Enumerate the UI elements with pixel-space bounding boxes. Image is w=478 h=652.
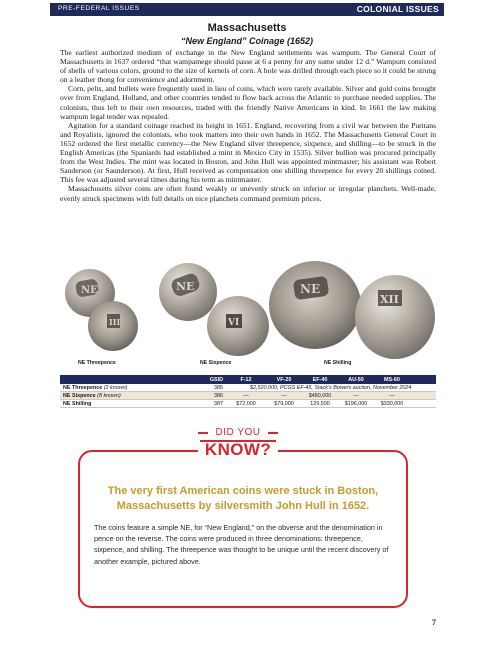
row-name: NE Threepence bbox=[63, 384, 103, 391]
row-name: NE Shilling bbox=[63, 400, 92, 407]
column-header-au50: AU-50 bbox=[348, 376, 364, 383]
badge-big-text: KNOW? bbox=[204, 440, 272, 459]
row-qualifier: (2 known) bbox=[103, 384, 128, 391]
header-section-left: PRE-FEDERAL ISSUES bbox=[58, 5, 140, 12]
auction-note: $2,520,000, PCGS EF-45, Stack’s Bowers auction, November 2024 bbox=[250, 385, 412, 391]
coin-photos bbox=[60, 260, 440, 368]
paragraph: Massachusetts silver coins are often found weakly or unevenly struck on inferior or irregular planchets. Well-made, evenly struck specimens with full details on nice planchets command premium prices. bbox=[60, 184, 436, 203]
value-cell: — bbox=[353, 392, 359, 399]
value-cell: $480,000 bbox=[308, 392, 332, 399]
coin-images bbox=[60, 260, 440, 360]
did-you-know-badge bbox=[198, 427, 278, 472]
sixpence-obverse-coin bbox=[159, 263, 217, 321]
value-cell: — bbox=[281, 392, 287, 399]
value-cell: 129,500 bbox=[310, 400, 330, 407]
stamp-ne-text: NE bbox=[300, 282, 321, 296]
value-cell: $330,000 bbox=[380, 400, 404, 407]
article-body bbox=[60, 48, 436, 203]
value-cell: $196,000 bbox=[344, 400, 368, 407]
header-section-right: COLONIAL ISSUES bbox=[356, 4, 439, 14]
value-cell: $79,000 bbox=[274, 400, 294, 407]
sixpence-reverse-coin bbox=[207, 296, 269, 356]
row-name-cell bbox=[60, 401, 206, 407]
column-header-f12: F-12 bbox=[240, 376, 252, 383]
column-header-ms60: MS-60 bbox=[384, 376, 400, 383]
paragraph: Corn, pelts, and bullets were frequently used in lieu of coins, which were rarely available. Silver and gold coins brought over from England, Holland, and other countries tended to flow back across the Atlantic to purchase needed supplies. The colonists, thus left to their own resources, traded with the friendly Native Americans in kind. In 1661 the law making wampum legal tender was repealed. bbox=[60, 84, 436, 121]
row-gsid: 385 bbox=[214, 384, 223, 391]
stamp-xii-text: XII bbox=[380, 293, 399, 306]
stamp-ne-text: NE bbox=[81, 285, 98, 296]
article-subtitle: “New England” Coinage (1652) bbox=[180, 36, 314, 46]
running-header bbox=[50, 3, 444, 16]
row-qualifier: (8 known) bbox=[97, 392, 121, 399]
row-name-cell bbox=[60, 393, 206, 399]
row-gsid: 386 bbox=[214, 392, 223, 399]
did-you-know-text: The coins feature a simple NE, for “New England,” on the obverse and the denomination in pence on the reverse. The coins were produced in three denominations: threepence, sixpence, and shilling. The threepence was thought to be unique until the recent discovery of another example, pictured above. bbox=[94, 523, 389, 566]
row-name-cell bbox=[60, 385, 206, 391]
caption-sixpence: NE Sixpence bbox=[200, 360, 232, 366]
shilling-reverse-coin bbox=[355, 275, 435, 359]
badge-top-text: DID YOU bbox=[215, 427, 261, 438]
stamp-ne-text: NE bbox=[176, 280, 195, 293]
stamp-iii-text: III bbox=[109, 317, 121, 327]
page-number: 7 bbox=[432, 618, 436, 627]
value-cell: — bbox=[389, 392, 395, 399]
column-header-gsid: GSID bbox=[209, 376, 223, 383]
paragraph: The earliest authorized medium of exchange in the New England settlements was wampum. The General Court of Massachusetts in 1637 ordered “that wampamege should passe at 6 a penny for any sume under 12 d.” Wampum consisted of shells of various colors, ground to the size of kernels of corn. A hole was drilled through each piece so it could be strung on a leather thong for convenience and adornment. bbox=[60, 48, 436, 85]
column-header-vf20: VF-20 bbox=[276, 376, 292, 383]
table-row bbox=[60, 392, 436, 400]
table-header-row bbox=[60, 375, 436, 384]
caption-threepence: NE Threepence bbox=[78, 360, 116, 366]
value-cell: — bbox=[243, 392, 249, 399]
row-gsid: 387 bbox=[214, 400, 223, 407]
stamp-vi-text: VI bbox=[228, 318, 240, 328]
article-title: Massachusetts bbox=[207, 22, 287, 34]
row-name: NE Sixpence bbox=[63, 392, 96, 399]
table-row bbox=[60, 384, 436, 392]
threepence-reverse-coin bbox=[88, 301, 138, 351]
caption-shilling: NE Shilling bbox=[324, 360, 352, 366]
did-you-know-heading: The very first American coins were stuck in Boston, Massachusetts by silversmith John Hull in 1652. bbox=[107, 485, 379, 512]
shilling-obverse-coin bbox=[269, 261, 361, 349]
value-cell: $72,000 bbox=[236, 400, 256, 407]
coin-value-table bbox=[60, 375, 436, 408]
column-header-ef40: EF-40 bbox=[312, 376, 328, 383]
paragraph: Agitation for a standard coinage reached its height in 1651. England, recovering from a civil war between the Puritans and Royalists, ignored the colonists, who took matters into their own hands in 1652. The Massachusetts General Court in 1652 ordered the first metallic currency—the New England silver threepence, sixpence, and shilling—to be struck in the English Americas (the Spaniards had established a mint in Mexico City in 1535). Silver bullion was procured principally from the West Indies. The mint was located in Boston, and John Hull was appointed mintmaster; his assistant was Robert Sanderson (or Saunderson). At first, Hull received as compensation one shilling threepence for every 20 shillings coined. This fee was adjusted several times during his term as mintmaster. bbox=[60, 120, 436, 185]
table-row bbox=[60, 400, 436, 408]
